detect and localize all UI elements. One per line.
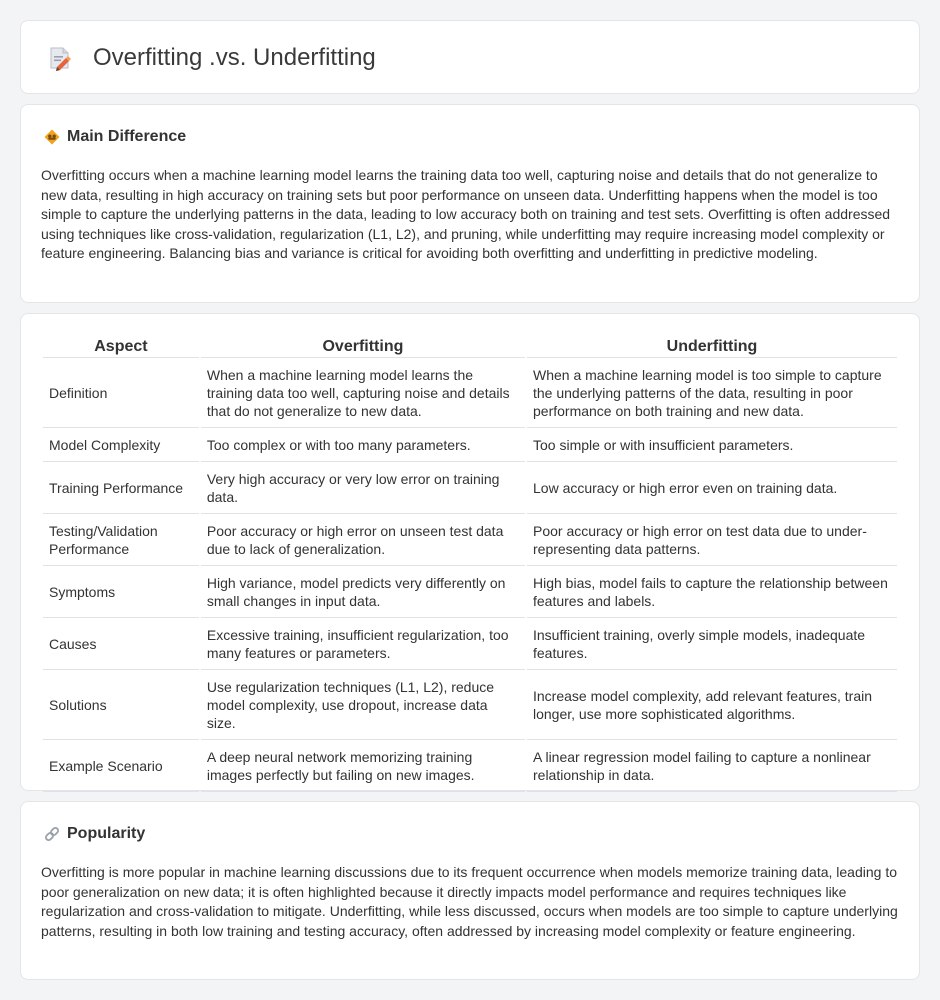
table-row xyxy=(43,462,897,514)
main-difference-header xyxy=(43,127,186,147)
aspect-cell: Example Scenario xyxy=(43,740,199,792)
main-difference-text: Overfitting occurs when a machine learning model learns the training data too well, capturing noise and details that do not generalize to new data, resulting in high accuracy on training sets but poor performance on unseen data. Underfitting happens when the model is too simple to capture the underlying patterns in the data, leading to low accuracy both on training and test sets. Overfitting is often addressed using techniques like cross-validation, regularization (L1, L2), and pruning, while underfitting may require increasing model complexity or feature engineering. Balancing bias and variance is critical for avoiding both overfitting and underfitting in predictive modeling. xyxy=(41,167,891,261)
page-header xyxy=(47,43,376,73)
table-row xyxy=(43,670,897,740)
aspect-cell: Testing/Validation Performance xyxy=(43,514,199,566)
table-row xyxy=(43,618,897,670)
header-underfitting: Underfitting xyxy=(527,334,897,358)
table-row xyxy=(43,566,897,618)
overfitting-cell: A deep neural network memorizing training images perfectly but failing on new images. xyxy=(201,740,525,792)
aspect-cell: Symptoms xyxy=(43,566,199,618)
overfitting-cell: Use regularization techniques (L1, L2), reduce model complexity, use dropout, increase data size. xyxy=(201,670,525,740)
underfitting-cell: Insufficient training, overly simple models, inadequate features. xyxy=(527,618,897,670)
aspect-cell: Training Performance xyxy=(43,462,199,514)
header-overfitting: Overfitting xyxy=(201,334,525,358)
main-difference-title: Main Difference xyxy=(67,128,187,145)
aspect-cell: Solutions xyxy=(43,670,199,740)
popularity-card xyxy=(20,801,920,980)
underfitting-cell: Low accuracy or high error even on training data. xyxy=(527,462,897,514)
aspect-cell: Model Complexity xyxy=(43,428,199,462)
underfitting-cell: When a machine learning model is too simple to capture the underlying patterns of the data, resulting in poor performance on both training and new data. xyxy=(527,358,897,428)
main-difference-card xyxy=(20,104,920,303)
header-aspect: Aspect xyxy=(43,334,199,358)
overfitting-cell: Poor accuracy or high error on unseen test data due to lack of generalization. xyxy=(201,514,525,566)
underfitting-cell: A linear regression model failing to capture a nonlinear relationship in data. xyxy=(527,740,897,792)
page-title: Overfitting .vs. Underfitting xyxy=(93,44,376,71)
underfitting-cell: Increase model complexity, add relevant features, train longer, use more sophisticated algorithms. xyxy=(527,670,897,740)
comparison-card xyxy=(20,313,920,791)
link-icon xyxy=(43,825,61,843)
comparison-table xyxy=(41,334,899,792)
table-row xyxy=(43,740,897,792)
underfitting-cell: Poor accuracy or high error on test data due to under-representing data patterns. xyxy=(527,514,897,566)
table-header-row xyxy=(43,334,897,358)
table-row xyxy=(43,514,897,566)
underfitting-cell: High bias, model fails to capture the relationship between features and labels. xyxy=(527,566,897,618)
overfitting-cell: When a machine learning model learns the training data too well, capturing noise and details that do not generalize to new data. xyxy=(201,358,525,428)
underfitting-cell: Too simple or with insufficient parameters. xyxy=(527,428,897,462)
overfitting-cell: Very high accuracy or very low error on training data. xyxy=(201,462,525,514)
aspect-cell: Definition xyxy=(43,358,199,428)
overfitting-cell: High variance, model predicts very differently on small changes in input data. xyxy=(201,566,525,618)
popularity-title: Popularity xyxy=(67,825,146,842)
popularity-header xyxy=(43,824,145,844)
table-row xyxy=(43,428,897,462)
overfitting-cell: Excessive training, insufficient regularization, too many features or parameters. xyxy=(201,618,525,670)
popularity-text: Overfitting is more popular in machine learning discussions due to its frequent occurrence when models memorize training data, leading to poor generalization on new data; it is often highlighted because it directly impacts model performance and requires techniques like regularization and cross-validation to mitigate. Underfitting, while less discussed, occurs when models are too simple to capture underlying patterns, resulting in both low training and testing accuracy, often addressed by increasing model complexity or feature engineering. xyxy=(41,864,898,939)
header-card xyxy=(20,20,920,94)
handshake-icon xyxy=(43,128,61,146)
table-row xyxy=(43,358,897,428)
aspect-cell: Causes xyxy=(43,618,199,670)
document-pencil-icon xyxy=(47,45,73,71)
overfitting-cell: Too complex or with too many parameters. xyxy=(201,428,525,462)
